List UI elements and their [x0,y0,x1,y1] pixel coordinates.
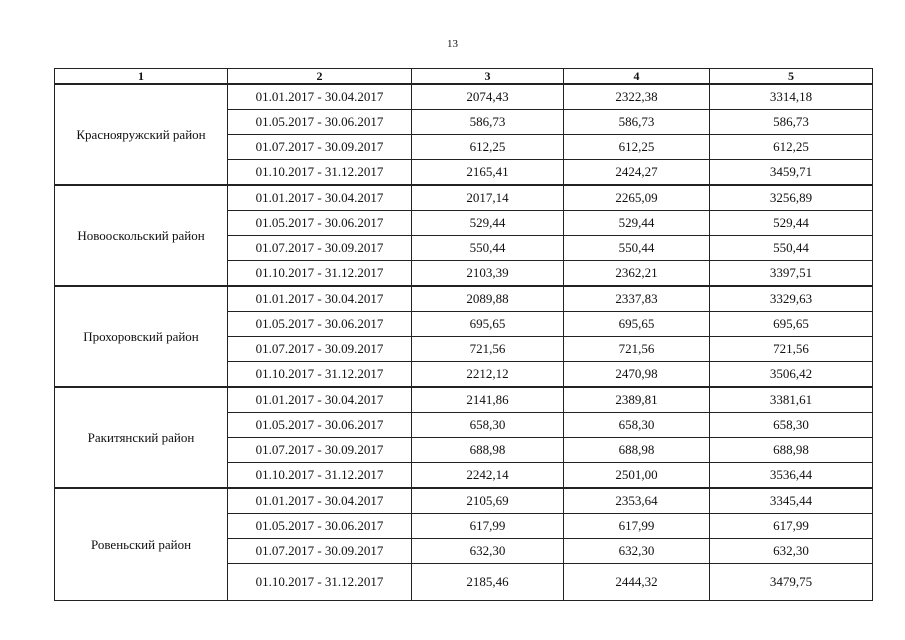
tariff-table [54,68,873,601]
district-block [55,387,873,488]
period-cell: 01.01.2017 - 30.04.2017 [228,84,412,110]
period-cell: 01.01.2017 - 30.04.2017 [228,488,412,514]
value-cell: 2389,81 [564,387,710,413]
value-cell: 2265,09 [564,185,710,211]
value-cell: 612,25 [710,135,873,160]
value-cell: 2337,83 [564,286,710,312]
table-row [55,387,873,413]
period-cell: 01.05.2017 - 30.06.2017 [228,514,412,539]
value-cell: 612,25 [412,135,564,160]
value-cell: 658,30 [564,413,710,438]
period-cell: 01.10.2017 - 31.12.2017 [228,564,412,601]
value-cell: 529,44 [710,211,873,236]
value-cell: 632,30 [710,539,873,564]
period-cell: 01.05.2017 - 30.06.2017 [228,312,412,337]
value-cell: 2501,00 [564,463,710,489]
column-header: 2 [228,69,412,85]
period-cell: 01.01.2017 - 30.04.2017 [228,185,412,211]
value-cell: 3536,44 [710,463,873,489]
value-cell: 2444,32 [564,564,710,601]
period-cell: 01.07.2017 - 30.09.2017 [228,135,412,160]
value-cell: 658,30 [412,413,564,438]
value-cell: 721,56 [710,337,873,362]
value-cell: 2141,86 [412,387,564,413]
value-cell: 632,30 [412,539,564,564]
value-cell: 721,56 [564,337,710,362]
value-cell: 2470,98 [564,362,710,388]
value-cell: 2424,27 [564,160,710,186]
table-row [55,185,873,211]
value-cell: 2017,14 [412,185,564,211]
value-cell: 658,30 [710,413,873,438]
district-name: Прохоровский район [55,286,228,387]
value-cell: 3314,18 [710,84,873,110]
value-cell: 2165,41 [412,160,564,186]
period-cell: 01.05.2017 - 30.06.2017 [228,211,412,236]
district-block [55,286,873,387]
table-row [55,84,873,110]
district-block [55,488,873,601]
value-cell: 617,99 [564,514,710,539]
value-cell: 3329,63 [710,286,873,312]
value-cell: 3397,51 [710,261,873,287]
period-cell: 01.07.2017 - 30.09.2017 [228,438,412,463]
value-cell: 3256,89 [710,185,873,211]
column-header: 5 [710,69,873,85]
value-cell: 2212,12 [412,362,564,388]
page-number: 13 [447,38,458,50]
value-cell: 586,73 [412,110,564,135]
period-cell: 01.05.2017 - 30.06.2017 [228,110,412,135]
value-cell: 2074,43 [412,84,564,110]
value-cell: 586,73 [564,110,710,135]
column-header: 1 [55,69,228,85]
district-block [55,84,873,185]
value-cell: 612,25 [564,135,710,160]
value-cell: 3459,71 [710,160,873,186]
value-cell: 695,65 [710,312,873,337]
value-cell: 617,99 [710,514,873,539]
district-name: Ракитянский район [55,387,228,488]
value-cell: 2105,69 [412,488,564,514]
table-row [55,286,873,312]
value-cell: 695,65 [564,312,710,337]
period-cell: 01.10.2017 - 31.12.2017 [228,463,412,489]
period-cell: 01.10.2017 - 31.12.2017 [228,160,412,186]
value-cell: 617,99 [412,514,564,539]
value-cell: 2353,64 [564,488,710,514]
value-cell: 3506,42 [710,362,873,388]
value-cell: 586,73 [710,110,873,135]
period-cell: 01.01.2017 - 30.04.2017 [228,286,412,312]
value-cell: 3479,75 [710,564,873,601]
value-cell: 3381,61 [710,387,873,413]
period-cell: 01.10.2017 - 31.12.2017 [228,261,412,287]
value-cell: 688,98 [412,438,564,463]
value-cell: 688,98 [710,438,873,463]
value-cell: 2089,88 [412,286,564,312]
district-name: Краснояружский район [55,84,228,185]
value-cell: 688,98 [564,438,710,463]
period-cell: 01.01.2017 - 30.04.2017 [228,387,412,413]
value-cell: 695,65 [412,312,564,337]
value-cell: 550,44 [710,236,873,261]
value-cell: 529,44 [412,211,564,236]
value-cell: 632,30 [564,539,710,564]
value-cell: 2242,14 [412,463,564,489]
value-cell: 529,44 [564,211,710,236]
period-cell: 01.07.2017 - 30.09.2017 [228,337,412,362]
column-header: 3 [412,69,564,85]
value-cell: 550,44 [564,236,710,261]
value-cell: 2322,38 [564,84,710,110]
district-name: Ровеньский район [55,488,228,601]
period-cell: 01.07.2017 - 30.09.2017 [228,236,412,261]
period-cell: 01.07.2017 - 30.09.2017 [228,539,412,564]
value-cell: 2185,46 [412,564,564,601]
table-row [55,488,873,514]
value-cell: 2362,21 [564,261,710,287]
value-cell: 550,44 [412,236,564,261]
value-cell: 3345,44 [710,488,873,514]
value-cell: 721,56 [412,337,564,362]
header-row [55,69,873,85]
district-block [55,185,873,286]
value-cell: 2103,39 [412,261,564,287]
district-name: Новооскольский район [55,185,228,286]
column-header: 4 [564,69,710,85]
period-cell: 01.05.2017 - 30.06.2017 [228,413,412,438]
period-cell: 01.10.2017 - 31.12.2017 [228,362,412,388]
